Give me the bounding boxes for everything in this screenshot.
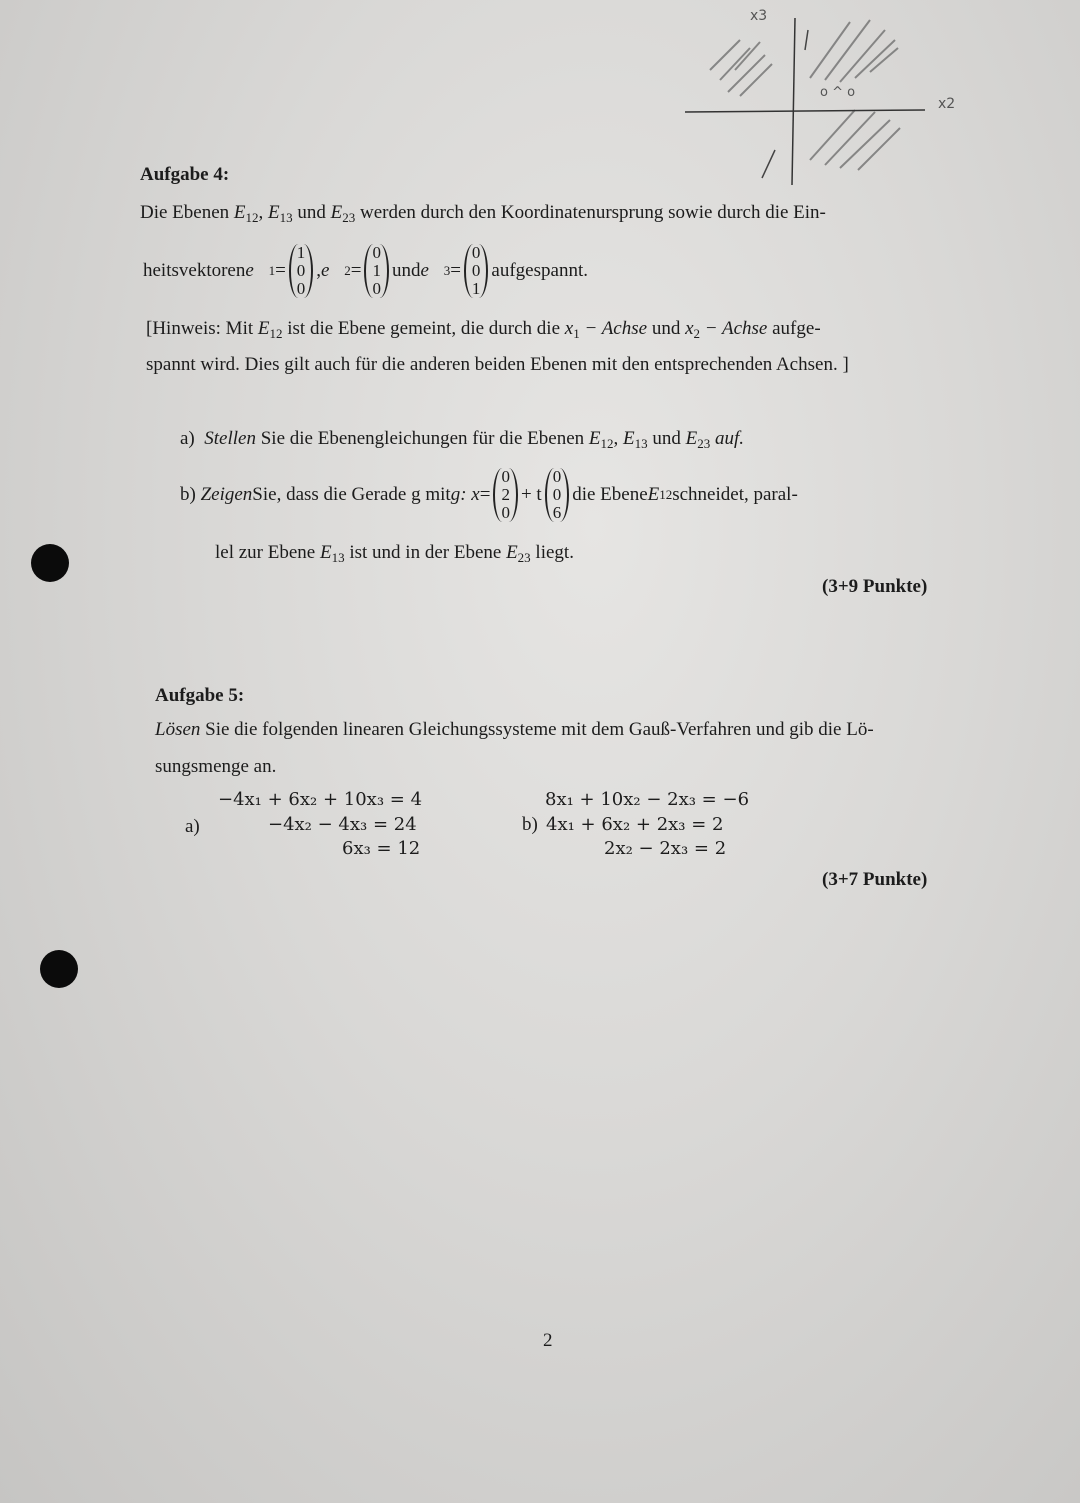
task5-a-label: a): [185, 816, 200, 837]
task5-intro-line2: sungsmenge an.: [155, 756, 277, 777]
task4-part-a: a) Stellen Sie die Ebenengleichungen für die Ebenen $E_{12}$, $E_{13}$ und $E_{23}$ auf.: [180, 428, 744, 451]
task5-points: (3+7 Punkte): [822, 869, 928, 890]
page-number: 2: [543, 1330, 553, 1351]
vector-direction: 0 0 6: [545, 468, 570, 522]
punch-hole-top: [31, 544, 69, 582]
task5-title: Aufgabe 5:: [155, 685, 245, 706]
task5-a-equation-1: −4x₁ + 6x₂ + 10x₃ = 4: [218, 789, 423, 810]
punch-hole-bottom: [40, 950, 78, 988]
sketch-point-mark: o ^ o: [820, 85, 856, 100]
task5-intro-line1: Lösen Sie die folgenden linearen Gleichungssysteme mit dem Gauß-Verfahren und gib die Lö-: [155, 719, 874, 740]
task4-intro-line2: heitsvektoren e⃗ 1 = 1 0 0 , e⃗ 2 = 0 1 0 und e⃗ 3 = 0 0 1 aufgespannt.: [143, 243, 588, 298]
task4-hint-line2: spannt wird. Dies gilt auch für die anderen beiden Ebenen mit den entsprechenden Achsen. ]: [146, 354, 849, 375]
task5-a-equation-3: 6x₃ = 12: [342, 838, 421, 859]
task5-a-equation-2: −4x₂ − 4x₃ = 24: [268, 814, 417, 835]
task5-b-equation-1: 8x₁ + 10x₂ − 2x₃ = −6: [545, 789, 750, 810]
vector-e3: 0 0 1: [464, 244, 489, 298]
task4-part-b-line1: b) Zeigen Sie, dass die Gerade g mit g: x = 0 2 0 + t 0 0 6 die Ebene E 12 schneidet, paral-: [180, 467, 798, 522]
task5-b-label: b): [522, 814, 538, 835]
task4-title: Aufgabe 4:: [140, 164, 230, 185]
vector-e1: 1 0 0: [289, 244, 314, 298]
x3-axis-label: x3: [750, 8, 768, 24]
coordinate-sketch: [680, 0, 980, 200]
task4-part-b-line2: lel zur Ebene $E_{13}$ ist und in der Ebene $E_{23}$ liegt.: [215, 542, 574, 565]
vector-e2: 0 1 0: [364, 244, 389, 298]
task4-hint-line1: [Hinweis: Mit $E_{12}$ ist die Ebene gemeint, die durch die $x_1$ − Achse und $x_2$ − Achse aufge-: [146, 318, 821, 341]
vector-support: 0 2 0: [493, 468, 518, 522]
task4-intro-line1: Die Ebenen $E_{12}$, $E_{13}$ und $E_{23}$ werden durch den Koordinatenursprung sowie durch die Ein-: [140, 202, 826, 225]
task4-points: (3+9 Punkte): [822, 576, 928, 597]
task5-b-equation-3: 2x₂ − 2x₃ = 2: [604, 838, 727, 859]
x2-axis-label: x2: [938, 96, 956, 112]
task5-b-equation-2: 4x₁ + 6x₂ + 2x₃ = 2: [546, 814, 724, 835]
